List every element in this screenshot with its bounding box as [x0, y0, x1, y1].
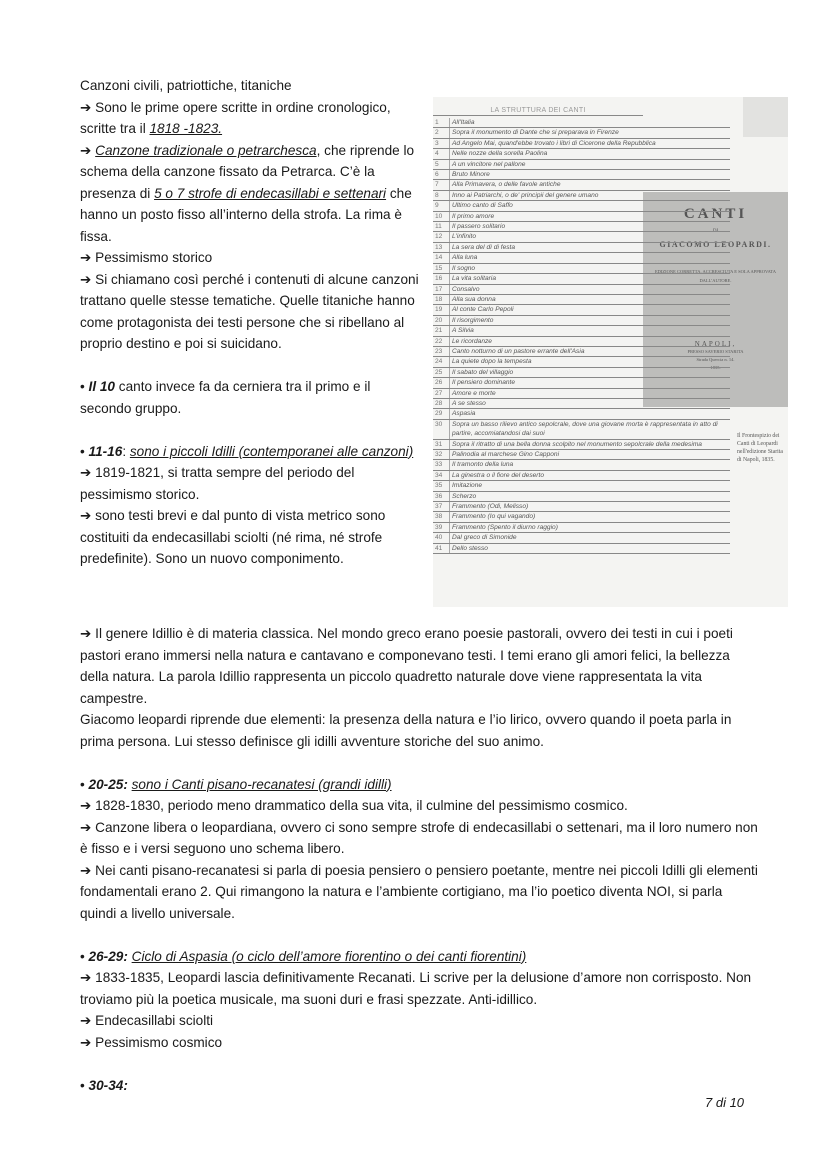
paragraph — [80, 75, 422, 97]
text-run: canto invece fa da cerniera tra il primo e il secondo gruppo. — [80, 379, 371, 416]
canto-title: Il pensiero dominante — [450, 378, 731, 388]
text-run: ➔ Canzone libera o leopardiana, ovvero ci sono sempre strofe di endecasillabi o settenari, ma il loro numero non è fisso e i versi seguono uno schema libero. — [80, 819, 758, 856]
canto-number: 17 — [433, 284, 450, 294]
table-row — [433, 378, 730, 388]
table-row — [433, 242, 730, 252]
table-row — [433, 180, 730, 190]
table-row — [433, 543, 730, 553]
table-row — [433, 357, 730, 367]
paragraph — [80, 269, 422, 355]
canto-title: Palinodia al marchese Gino Capponi — [450, 450, 731, 460]
table-row — [433, 294, 730, 304]
canto-title: Sopra il ritratto di una bella donna scolpito nel monumento sepolcrale della medesima — [450, 439, 731, 449]
canto-title: Alla luna — [450, 253, 731, 263]
table-row — [433, 409, 730, 419]
canto-title: Il tramonto della luna — [450, 460, 731, 470]
table-row — [433, 190, 730, 200]
canto-number: 7 — [433, 180, 450, 190]
paragraph — [80, 462, 422, 505]
paragraph — [80, 774, 760, 796]
text-run: che hanno un posto fisso all’interno della strofa. La rima è fissa. — [80, 185, 412, 244]
canto-title: Ad Angelo Mai, quand'ebbe trovato i libri di Cicerone della Repubblica — [450, 138, 731, 148]
table-row — [433, 284, 730, 294]
canto-title: Inno ai Patriarchi, o de' principii del genere umano — [450, 190, 731, 200]
canto-title: Nelle nozze della sorella Paolina — [450, 149, 731, 159]
text-run: : — [122, 443, 130, 459]
canto-title: Sopra il monumento di Dante che si preparava in Firenze — [450, 128, 731, 138]
paragraph — [80, 1032, 760, 1054]
canto-number: 9 — [433, 201, 450, 211]
canto-number: 11 — [433, 222, 450, 232]
emphasized-text: 26-29: — [88, 948, 128, 964]
text-run: Giacomo leopardi riprende due elementi: la presenza della natura e l’io lirico, ovvero quando il poeta parla in prima persona. Lui stesso definisce gli idilli avventure storiche del suo animo. — [80, 712, 732, 749]
text-run: ➔ 1833-1835, Leopardi lascia definitivamente Recanati. Li scrive per la delusione d’amore non corrisposto. Non troviamo più la poetica musicale, ma suoni duri e frasi spezzate. Anti-idillico. — [80, 970, 752, 1007]
canto-title: A Silvia — [450, 326, 731, 336]
canto-title: All'Italia — [450, 118, 731, 128]
blank-line — [80, 419, 422, 441]
table-row — [433, 336, 730, 346]
blank-line — [80, 752, 760, 774]
canto-number: 36 — [433, 491, 450, 501]
table-row — [433, 491, 730, 501]
canto-number: 6 — [433, 170, 450, 180]
table-row — [433, 253, 730, 263]
left-text-column — [80, 75, 422, 570]
paragraph — [80, 860, 760, 925]
table-row — [433, 315, 730, 325]
canto-title: La vita solitaria — [450, 274, 731, 284]
canto-number: 3 — [433, 138, 450, 148]
emphasized-text: 5 o 7 strofe di endecasillabi e settenari — [154, 185, 387, 201]
cover-title: CANTI — [683, 206, 748, 222]
table-row — [433, 170, 730, 180]
cover-author: GIACOMO LEOPARDI. — [659, 240, 772, 249]
canto-title: Dal greco di Simonide — [450, 533, 731, 543]
emphasized-text: 1818 -1823. — [149, 121, 223, 136]
canto-title: Il risorgimento — [450, 315, 731, 325]
canto-title: Imitazione — [450, 481, 731, 491]
text-run: ➔ sono testi brevi e dal punto di vista metrico sono costituiti da endecasillabi sciolti (né rima, né strofe predefinite). Sono un nuovo componimento. — [80, 508, 386, 566]
canto-number: 1 — [433, 118, 450, 128]
blank-line — [80, 355, 422, 377]
text-run: ➔ — [80, 142, 96, 158]
text-run: • — [80, 1077, 89, 1093]
canto-number: 4 — [433, 149, 450, 159]
paragraph — [80, 623, 760, 709]
table-row — [433, 398, 730, 408]
paragraph — [80, 967, 760, 1010]
paragraph — [80, 1075, 760, 1097]
page-number: 7 di 10 — [705, 1095, 745, 1110]
canto-title: Consalvo — [450, 284, 731, 294]
canto-title: Frammento (Io qui vagando) — [450, 512, 731, 522]
canto-number: 37 — [433, 502, 450, 512]
table-row — [433, 159, 730, 169]
canto-number: 41 — [433, 543, 450, 553]
table-row — [433, 138, 730, 148]
text-run: Canzoni civili, patriottiche, titaniche — [80, 78, 292, 93]
blank-line — [80, 924, 760, 946]
figure-title: LA STRUTTURA DEI CANTI — [433, 107, 643, 116]
table-row — [433, 118, 730, 128]
canto-number: 8 — [433, 190, 450, 200]
emphasized-text: 11-16 — [88, 443, 123, 459]
canti-table — [433, 118, 730, 554]
canto-title: Amore e morte — [450, 388, 731, 398]
table-row — [433, 326, 730, 336]
canto-title: L'infinito — [450, 232, 731, 242]
page-corner — [743, 97, 788, 137]
table-row — [433, 481, 730, 491]
text-run: ➔ Sono le prime opere scritte in ordine cronologico, scritte tra il — [80, 99, 391, 136]
canto-title: Le ricordanze — [450, 336, 731, 346]
canto-title: Il passero solitario — [450, 222, 731, 232]
table-row — [433, 388, 730, 398]
canto-number: 2 — [433, 128, 450, 138]
canto-title: A un vincitore nel pallone — [450, 159, 731, 169]
canto-title: Il primo amore — [450, 211, 731, 221]
canto-number: 29 — [433, 409, 450, 419]
figure-caption: Il Frontespizio dei Canti di Leopardi nell'edizione Starita di Napoli, 1835. — [737, 433, 783, 463]
canti-structure-figure — [433, 97, 788, 607]
canto-title: A se stesso — [450, 398, 731, 408]
canto-title: Aspasia — [450, 409, 731, 419]
emphasized-text: Il 10 — [88, 379, 115, 394]
table-row — [433, 263, 730, 273]
table-row — [433, 522, 730, 532]
table-row — [433, 211, 730, 221]
canto-number: 31 — [433, 439, 450, 449]
cover-year: 1835. — [710, 365, 721, 370]
canto-title: Sopra un basso rilievo antico sepolcrale, dove una giovane morta è rappresentata in atto di partire, accomiatandosi dai suoi — [450, 419, 731, 439]
table-row — [433, 460, 730, 470]
emphasized-text: 20-25: — [88, 776, 128, 792]
paragraph — [80, 376, 422, 419]
table-row — [433, 502, 730, 512]
canto-title: La ginestra o il fiore del deserto — [450, 470, 731, 480]
table-row — [433, 533, 730, 543]
text-run: ➔ Pessimismo storico — [80, 250, 213, 265]
emphasized-text: sono i piccoli Idilli (contemporanei alle canzoni) — [129, 443, 414, 459]
canto-title: Dello stesso — [450, 543, 731, 553]
table-row — [433, 439, 730, 449]
canto-number: 5 — [433, 159, 450, 169]
emphasized-text: Ciclo di Aspasia (o ciclo dell’amore fiorentino o dei canti fiorentini) — [131, 948, 527, 964]
canto-number: 39 — [433, 522, 450, 532]
canto-number: 16 — [433, 274, 450, 284]
canto-title: Scherzo — [450, 491, 731, 501]
text-run: ➔ Pessimismo cosmico — [80, 1034, 223, 1050]
table-row — [433, 128, 730, 138]
canto-number: 18 — [433, 294, 450, 304]
text-run: ➔ Il genere Idillio è di materia classica. Nel mondo greco erano poesie pastorali, ovvero dei testi in cui i poeti pastori erano immersi nella natura e cantavano e componevano testi. I temi erano gli amori felici, la bellezza della natura. La parola Idillio rappresenta un piccolo quadretto naturale dove viene rappresentata la vita campestre. — [80, 626, 733, 706]
text-run: ➔ 1828-1830, periodo meno drammatico della sua vita, il culmine del pessimismo cosmico. — [80, 798, 628, 813]
paragraph — [80, 97, 422, 140]
canto-number: 33 — [433, 460, 450, 470]
text-run: • — [80, 776, 89, 792]
paragraph — [80, 1010, 760, 1032]
table-row — [433, 232, 730, 242]
canto-title: Canto notturno di un pastore errante dell'Asia — [450, 346, 731, 356]
canto-number: 27 — [433, 388, 450, 398]
table-row — [433, 419, 730, 439]
table-row — [433, 367, 730, 377]
canto-title: Frammento (Spento il diurno raggio) — [450, 522, 731, 532]
cover-city: NAPOLI, — [694, 340, 737, 348]
text-run: ➔ Si chiamano così perché i contenuti di alcune canzoni trattano quelle stesse tematiche. Quelle titaniche hanno come protagonista dei testi persone che si ribellano al proprio destino e poi si suicidano. — [80, 271, 419, 351]
cover-address: Strada Quercia n. 14. — [696, 357, 735, 362]
table-row — [433, 149, 730, 159]
table-row — [433, 201, 730, 211]
canto-number: 28 — [433, 398, 450, 408]
canto-number: 35 — [433, 481, 450, 491]
paragraph — [80, 709, 760, 752]
canto-title: Alla sua donna — [450, 294, 731, 304]
text-run: , che riprende lo schema della canzone fissato da Petrarca. C’è la presenza di — [80, 142, 415, 201]
canto-number: 24 — [433, 357, 450, 367]
paragraph — [80, 505, 422, 570]
cover-publisher: PRESSO SAVERIO STARITA — [687, 349, 744, 354]
paragraph — [80, 946, 760, 968]
paragraph — [80, 441, 422, 463]
canto-title: Il sogno — [450, 263, 731, 273]
canto-title: Bruto Minore — [450, 170, 731, 180]
canto-number: 15 — [433, 263, 450, 273]
canto-number: 34 — [433, 470, 450, 480]
cover-edition: EDIZIONE CORRETTA, ACCRESCIUTA E SOLA APPROVATA DALL'AUTORE. — [654, 269, 777, 283]
table-row — [433, 512, 730, 522]
emphasized-text: 30-34: — [88, 1077, 128, 1093]
canto-number: 38 — [433, 512, 450, 522]
emphasized-text: Canzone tradizionale o petrarchesca — [95, 142, 317, 158]
paragraph — [80, 140, 422, 248]
canto-number: 10 — [433, 211, 450, 221]
text-run: • — [80, 443, 89, 459]
canto-number: 25 — [433, 367, 450, 377]
paragraph — [80, 247, 422, 269]
text-run: ➔ 1819-1821, si tratta sempre del periodo del pessimismo storico. — [80, 465, 355, 502]
table-row — [433, 222, 730, 232]
canto-number: 13 — [433, 242, 450, 252]
text-run: • — [80, 379, 89, 394]
bottom-text-column — [80, 623, 760, 1096]
blank-line — [80, 1053, 760, 1075]
table-row — [433, 305, 730, 315]
canto-title: Al conte Carlo Pepoli — [450, 305, 731, 315]
emphasized-text: sono i Canti pisano-recanatesi (grandi idilli) — [131, 776, 392, 792]
canto-number: 12 — [433, 232, 450, 242]
canto-title: Ultimo canto di Saffo — [450, 201, 731, 211]
canto-title: Alla Primavera, o delle favole antiche — [450, 180, 731, 190]
canto-number: 20 — [433, 315, 450, 325]
paragraph — [80, 817, 760, 860]
canto-number: 26 — [433, 378, 450, 388]
canto-title: Il sabato del villaggio — [450, 367, 731, 377]
canto-title: La quiete dopo la tempesta — [450, 357, 731, 367]
text-run: ➔ Endecasillabi sciolti — [80, 1013, 214, 1028]
canto-number: 40 — [433, 533, 450, 543]
canto-number: 22 — [433, 336, 450, 346]
canto-number: 32 — [433, 450, 450, 460]
canto-title: La sera del dì di festa — [450, 242, 731, 252]
text-run: ➔ Nei canti pisano-recanatesi si parla di poesia pensiero o pensiero poetante, mentre nei piccoli Idilli gli elementi fondamentali erano 2. Qui rimangono la natura e l’ambiente cortigiano, ma l’io poetico diventa NOI, si parla quindi a livello universale. — [80, 862, 758, 921]
table-row — [433, 450, 730, 460]
text-run: • — [80, 948, 89, 964]
canto-number: 14 — [433, 253, 450, 263]
canto-number: 19 — [433, 305, 450, 315]
cover-di: DI — [712, 229, 719, 234]
canto-number: 30 — [433, 419, 450, 439]
paragraph — [80, 795, 760, 817]
table-row — [433, 274, 730, 284]
canto-title: Frammento (Odi, Melisso) — [450, 502, 731, 512]
table-row — [433, 470, 730, 480]
canto-number: 21 — [433, 326, 450, 336]
canto-number: 23 — [433, 346, 450, 356]
table-row — [433, 346, 730, 356]
